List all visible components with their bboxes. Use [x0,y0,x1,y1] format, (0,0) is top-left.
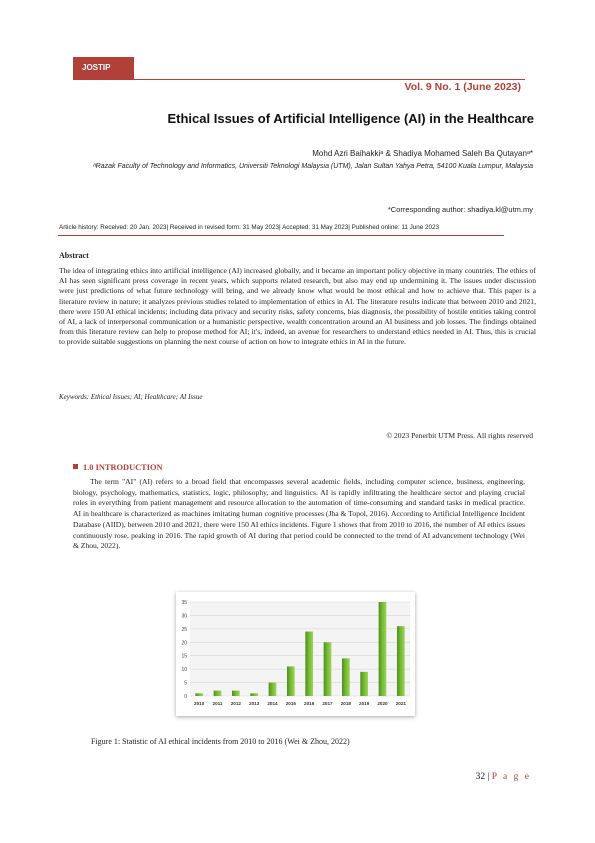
page-number-value: 32 [475,772,486,782]
plot-area [190,602,410,696]
copyright: © 2023 Penerbit UTM Press. All rights reserved [386,431,533,440]
x-tick-label: 2020 [377,701,388,706]
bar [360,672,368,696]
corresponding-author: *Corresponding author: shadiya.kl@utm.my [387,205,533,214]
bar-chart [176,592,415,716]
square-bullet-icon [73,464,78,469]
introduction-body: The term "AI" (AI) refers to a broad field that encompasses several academic fields, including computer science, business, engineering, biology, psychology, mathematics, statistics, logic, philosophy, and linguistics. AI is rapidly infiltrating the healthcare sector and playing crucial roles in everything from patient management and resource allocation to the automation of time-consuming and standard tasks in medical practice. AI in healthcare is characterized as machines imitating human cognitive processes (Jha & Topol, 2016). According to Artificial Intelligence Incident Database (AIID), between 2010 and 2021, there were 150 AI ethics incidents. Figure 1 shows that from 2010 to 2016, the number of AI ethics issues continuously rose, peaking in 2016. The rapid growth of AI during that period could be connected to the trend of AI advancement technology (Wei & Zhou, 2022). [73,477,525,551]
abstract-body: The idea of integrating ethics into artificial intelligence (AI) increased globally, and it became an important policy objective in many countries. The ethics of AI has seen significant press coverage in recent years, which supports related research, but also may end up undermining it. The issues under discussion were just predictions of what future technology will bring, and we already know what would be most ethical and how to achieve that. This paper is a literature review in nature; it analyzes previous studies related to implementation of ethics in AI. The literature results indicate that between 2010 and 2021, there were 150 AI ethical incidents; including data privacy and security risks, safety concerns, bias diagnosis, the possibility of hostile entities taking control of AI, a lack of interpersonal communication or a humanistic perspective, wealth concentration around an AI business and job losses. The findings obtained from this literature review can help to propose method for AI; it's, indeed, an avenue for researchers to understand ethics needed in AI. Thus, this is crucial to provide suitable suggestions on planning the next course of action on how to integrate ethics in AI in the future. [59,266,536,347]
x-tick-label: 2011 [212,701,223,706]
page-number: 32 | P a g e [475,772,531,782]
bar [269,683,277,696]
bar [342,658,350,696]
figure-caption: Figure 1: Statistic of AI ethical incidents from 2010 to 2016 (Wei & Zhou, 2022) [91,737,350,746]
x-tick-label: 2017 [322,701,333,706]
bar [195,693,203,696]
affiliation: ᵃRazak Faculty of Technology and Informatics, Universiti Teknologi Malaysia (UTM), Jalan Sultan Yahya Petra, 54100 Kuala Lumpur, Malaysia [93,163,533,170]
divider [58,235,504,236]
page-label: P a g e [491,772,531,782]
keywords: Keywords: Ethical Issues; AI; Healthcare; AI Issue [59,393,203,401]
section-heading-text: 1.0 INTRODUCTION [83,463,163,472]
bar [305,632,313,696]
journal-badge: JOSTIP [73,57,134,79]
article-history: Article history: Received: 20 Jan. 2023| Received in revised form: 31 May 2023| Accepted: 31 May 2023| Published online: 11 June 2023 [59,224,440,231]
y-tick-label: 20 [181,640,187,647]
bar [287,666,295,696]
section-heading [73,463,163,472]
volume-info: Vol. 9 No. 1 (June 2023) [404,81,521,93]
bar [214,691,222,696]
x-tick-label: 2014 [267,701,278,706]
x-tick-label: 2021 [395,701,406,706]
x-tick-label: 2016 [304,701,315,706]
y-tick-label: 5 [184,680,187,687]
x-tick-label: 2015 [285,701,296,706]
y-tick-label: 0 [184,694,187,700]
y-tick-label: 15 [181,653,187,660]
abstract-heading: Abstract [59,251,89,260]
header-rule [73,79,525,80]
x-tick-label: 2019 [359,701,370,706]
figure-1 [176,592,415,716]
y-tick-label: 30 [181,613,187,620]
paper-title: Ethical Issues of Artificial Intelligence (AI) in the Healthcare [167,111,534,126]
y-tick-label: 35 [181,600,187,606]
bar [250,693,258,696]
bar [232,691,240,696]
x-tick-label: 2010 [194,701,205,706]
bar [324,642,332,696]
authors: Mohd Azri Baihakkiᵃ & Shadiya Mohamed Saleh Ba Qutayanᵃ* [312,149,533,158]
y-tick-label: 25 [181,626,187,633]
x-tick-label: 2012 [230,701,241,706]
bar [397,626,405,696]
x-tick-label: 2018 [340,701,351,706]
bar [379,602,387,696]
y-tick-label: 10 [181,667,187,674]
x-tick-label: 2013 [249,701,260,706]
